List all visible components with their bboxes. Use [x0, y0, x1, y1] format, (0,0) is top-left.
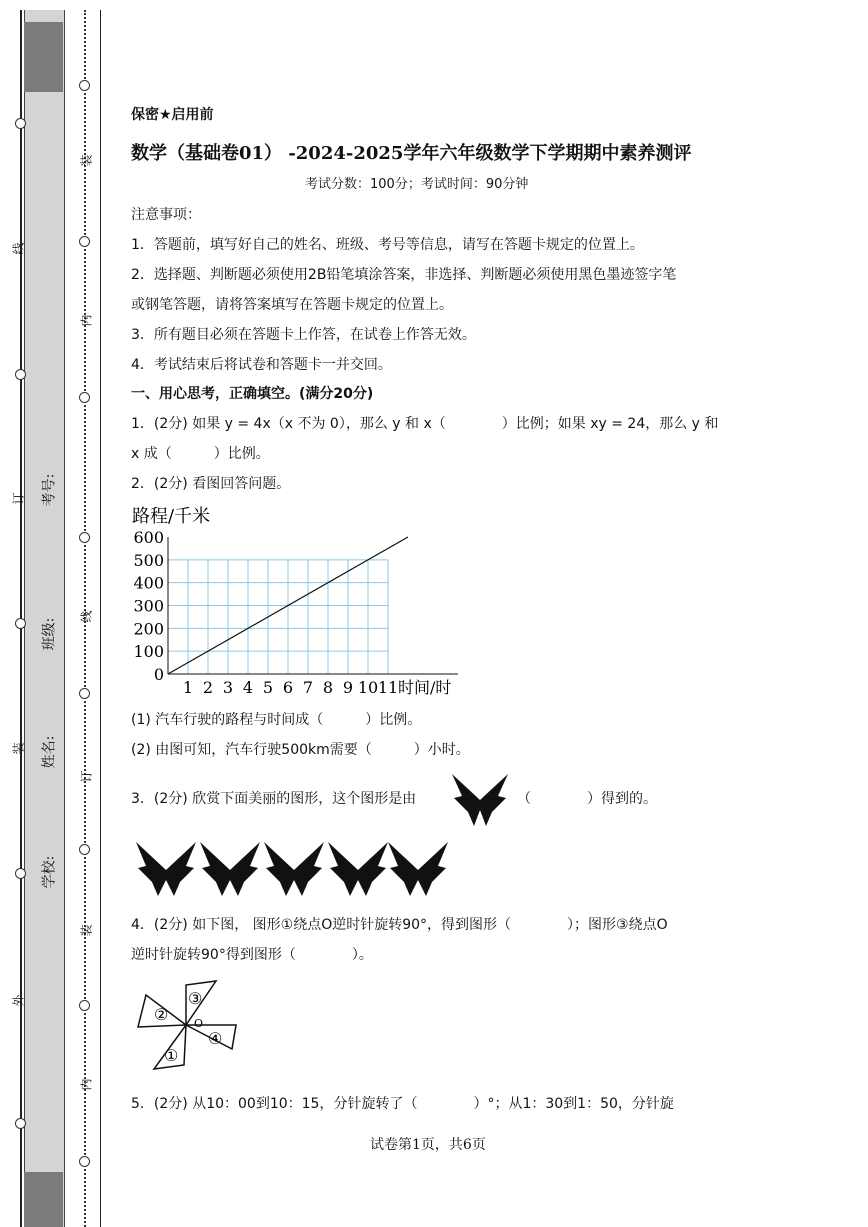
x-tick-label: 3 — [222, 678, 234, 697]
notes-heading: 注意事项： — [131, 207, 201, 223]
x-tick-label: 5 — [262, 678, 274, 697]
dotline-circle — [79, 392, 90, 403]
binding-label-inner: 装 — [79, 924, 94, 937]
binding-label-outer: 外 — [11, 994, 26, 1007]
binding-circle — [15, 618, 26, 629]
binding-circle — [15, 118, 26, 129]
secret-label: 保密★启用前 — [131, 107, 214, 123]
y-tick-label: 400 — [133, 573, 164, 593]
binding-edge-line — [100, 10, 101, 1227]
y-tick-label: 100 — [133, 642, 164, 662]
dotline-circle — [79, 532, 90, 543]
x-tick-label: 10 — [357, 678, 379, 697]
question-3-tail: （ ）得到的。 — [517, 791, 657, 807]
exam-info: 考试分数：100分；考试时间：90分钟 — [305, 177, 529, 192]
butterfly-icon — [136, 842, 196, 896]
x-tick-label: 6 — [282, 678, 294, 697]
note-item: 1．答题前，填写好自己的姓名、班级、考号等信息，请写在答题卡规定的位置上。 — [131, 237, 644, 253]
binding-label-inner: 订 — [79, 770, 94, 783]
dotline-circle — [79, 844, 90, 855]
binding-label-outer: 订 — [11, 492, 26, 505]
question-2-sub-1: (1) 汽车行驶的路程与时间成（ ）比例。 — [131, 712, 422, 728]
binding-label-inner: 内 — [79, 1078, 94, 1091]
x-tick-label: 9 — [342, 678, 354, 697]
question-5: 5．(2分) 从10：00到10：15，分针旋转了（ ）°；从1：30到1：50，分针旋 — [131, 1096, 674, 1112]
question-2: 2．(2分) 看图回答问题。 — [131, 476, 291, 492]
binding-label-outer: 线 — [11, 242, 26, 255]
note-item: 3．所有题目必须在答题卡上作答，在试卷上作答无效。 — [131, 327, 476, 343]
note-item: 或钢笔答题，请将答案填写在答题卡规定的位置上。 — [131, 297, 453, 313]
butterfly-icon — [388, 842, 448, 896]
dotline-circle — [79, 688, 90, 699]
question-3: 3．(2分) 欣赏下面美丽的图形，这个图形是由 — [131, 791, 417, 807]
butterfly-icon — [264, 842, 324, 896]
x-tick-label: 1 — [182, 678, 194, 697]
binding-label-inner: 线 — [79, 610, 94, 623]
binding-circle — [15, 1118, 26, 1129]
note-item: 2．选择题、判断题必须使用2B铅笔填涂答案，非选择、判断题必须使用黑色墨迹签字笔 — [131, 267, 677, 283]
shape-label: ② — [154, 1005, 169, 1024]
center-point-label: O — [194, 1017, 204, 1030]
question-2-sub-2: (2) 由图可知，汽车行驶500km需要（ ）小时。 — [131, 742, 470, 758]
question-1-line-2: x 成（ ）比例。 — [131, 446, 270, 462]
field-school-label: 学校: — [41, 855, 58, 889]
dotline-circle — [79, 236, 90, 247]
x-tick-label: 7 — [302, 678, 314, 697]
binding-circle — [15, 369, 26, 380]
y-tick-label: 200 — [133, 619, 164, 639]
butterfly-row — [134, 840, 454, 900]
question-1-line-1: 1．(2分) 如果 y = 4x（x 不为 0），那么 y 和 x（ ）比例；如果 xy = 24，那么 y 和 — [131, 416, 719, 432]
x-tick-label: 11 — [377, 678, 399, 697]
y-tick-label: 300 — [133, 596, 164, 616]
binding-label-inner: 装 — [79, 154, 94, 167]
binding-label-outer: 装 — [11, 742, 26, 755]
x-tick-label: 4 — [242, 678, 254, 697]
x-tick-label: 8 — [322, 678, 334, 697]
page-footer: 试卷第1页，共6页 — [370, 1137, 486, 1153]
y-tick-label: 600 — [133, 528, 164, 548]
field-name-label: 姓名: — [41, 735, 58, 769]
dotline-circle — [79, 80, 90, 91]
page-title: 数学（基础卷01） -2024-2025学年六年级数学下学期期中素养测评 — [131, 143, 692, 164]
shape-label: ③ — [188, 989, 203, 1008]
dotline-circle — [79, 1000, 90, 1011]
section-heading: 一、用心思考，正确填空。(满分20分) — [131, 386, 374, 402]
question-4-line-2: 逆时针旋转90°得到图形（ ）。 — [131, 947, 373, 963]
butterfly-icon — [200, 842, 260, 896]
dotline-circle — [79, 1156, 90, 1167]
butterfly-icon — [448, 770, 512, 828]
y-axis-label: 路程/千米 — [132, 506, 211, 527]
x-tick-label: 2 — [202, 678, 214, 697]
rotation-figure — [134, 975, 244, 1075]
binding-circle — [15, 868, 26, 879]
binding-label-inner: 内 — [79, 314, 94, 327]
binding-strip-dark-bottom — [24, 1172, 63, 1227]
shape-label: ④ — [208, 1029, 223, 1048]
x-axis-label: 时间/时 — [398, 678, 452, 697]
butterfly-icon — [328, 842, 388, 896]
distance-time-chart — [126, 500, 471, 700]
note-item: 4．考试结束后将试卷和答题卡一并交回。 — [131, 357, 392, 373]
y-tick-label: 0 — [153, 665, 164, 684]
binding-strip-dark-top — [24, 22, 63, 92]
field-exam-number-label: 考号: — [41, 473, 58, 507]
field-class-label: 班级: — [41, 617, 58, 651]
question-4-line-1: 4．(2分) 如下图， 图形①绕点O逆时针旋转90°，得到图形（ ）；图形③绕点O — [131, 917, 668, 933]
shape-label: ① — [164, 1046, 179, 1065]
y-tick-label: 500 — [133, 550, 164, 570]
